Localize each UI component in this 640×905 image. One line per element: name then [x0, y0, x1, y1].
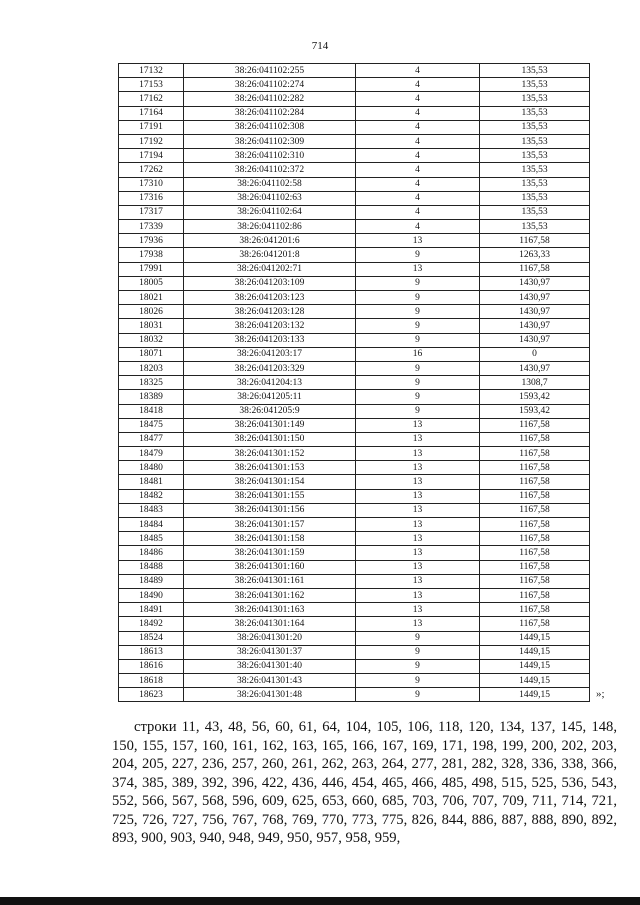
table-row: [119, 262, 590, 276]
cadastral-number-cell: 38:26:041301:164: [184, 617, 356, 631]
row-number-cell: 18618: [119, 674, 184, 688]
value-cell: 1430,97: [480, 305, 590, 319]
row-number-cell: 18203: [119, 361, 184, 375]
value-cell: 135,53: [480, 64, 590, 78]
table-row: [119, 532, 590, 546]
row-number-cell: 18325: [119, 376, 184, 390]
value-cell: 1167,58: [480, 489, 590, 503]
row-number-cell: 17938: [119, 248, 184, 262]
cadastral-number-cell: 38:26:041301:162: [184, 588, 356, 602]
cadastral-number-cell: 38:26:041301:48: [184, 688, 356, 702]
cadastral-number-cell: 38:26:041102:309: [184, 134, 356, 148]
bottom-edge: [0, 897, 640, 905]
cadastral-number-cell: 38:26:041301:40: [184, 659, 356, 673]
table-row: [119, 631, 590, 645]
value-cell: 1593,42: [480, 390, 590, 404]
row-number-cell: 18482: [119, 489, 184, 503]
cadastral-number-cell: 38:26:041301:155: [184, 489, 356, 503]
value-cell: 1167,58: [480, 560, 590, 574]
category-cell: 4: [356, 120, 480, 134]
row-number-cell: 17936: [119, 234, 184, 248]
value-cell: 1449,15: [480, 659, 590, 673]
value-cell: 1167,58: [480, 588, 590, 602]
cadastral-number-cell: 38:26:041203:17: [184, 347, 356, 361]
table-row: [119, 134, 590, 148]
category-cell: 4: [356, 64, 480, 78]
cadastral-number-cell: 38:26:041203:109: [184, 276, 356, 290]
value-cell: 135,53: [480, 78, 590, 92]
category-cell: 4: [356, 134, 480, 148]
row-number-cell: 18489: [119, 574, 184, 588]
category-cell: 9: [356, 631, 480, 645]
row-number-cell: 17191: [119, 120, 184, 134]
cadastral-number-cell: 38:26:041102:58: [184, 177, 356, 191]
category-cell: 4: [356, 177, 480, 191]
cadastral-number-cell: 38:26:041301:153: [184, 461, 356, 475]
cadastral-number-cell: 38:26:041203:133: [184, 333, 356, 347]
table-row: [119, 674, 590, 688]
table-row: [119, 560, 590, 574]
cadastral-number-cell: 38:26:041102:284: [184, 106, 356, 120]
table-row: [119, 489, 590, 503]
table-row: [119, 418, 590, 432]
row-number-cell: 18071: [119, 347, 184, 361]
category-cell: 4: [356, 191, 480, 205]
table-row: [119, 291, 590, 305]
category-cell: 13: [356, 447, 480, 461]
category-cell: 9: [356, 390, 480, 404]
row-number-cell: 17317: [119, 205, 184, 219]
table-row: [119, 177, 590, 191]
category-cell: 9: [356, 688, 480, 702]
table-row: [119, 503, 590, 517]
cadastral-number-cell: 38:26:041203:123: [184, 291, 356, 305]
category-cell: 4: [356, 78, 480, 92]
table-row: [119, 234, 590, 248]
category-cell: 16: [356, 347, 480, 361]
table-row: [119, 645, 590, 659]
table-row: [119, 461, 590, 475]
cadastral-number-cell: 38:26:041201:6: [184, 234, 356, 248]
value-cell: 1167,58: [480, 262, 590, 276]
cadastral-number-cell: 38:26:041301:158: [184, 532, 356, 546]
table-row: [119, 319, 590, 333]
category-cell: 9: [356, 376, 480, 390]
category-cell: 9: [356, 659, 480, 673]
row-number-cell: 18490: [119, 588, 184, 602]
page-number: 714: [311, 40, 329, 52]
value-cell: 1308,7: [480, 376, 590, 390]
table-row: [119, 92, 590, 106]
cadastral-number-cell: 38:26:041301:149: [184, 418, 356, 432]
table-row: [119, 588, 590, 602]
cadastral-number-cell: 38:26:041301:157: [184, 518, 356, 532]
value-cell: 1167,58: [480, 574, 590, 588]
cadastral-number-cell: 38:26:041301:160: [184, 560, 356, 574]
category-cell: 9: [356, 291, 480, 305]
cadastral-number-cell: 38:26:041205:9: [184, 404, 356, 418]
table-row: [119, 475, 590, 489]
row-number-cell: 18524: [119, 631, 184, 645]
row-number-cell: 17132: [119, 64, 184, 78]
value-cell: 135,53: [480, 205, 590, 219]
table-row: [119, 404, 590, 418]
category-cell: 9: [356, 674, 480, 688]
value-cell: 135,53: [480, 106, 590, 120]
cadastral-number-cell: 38:26:041203:128: [184, 305, 356, 319]
value-cell: 1430,97: [480, 319, 590, 333]
table-row: [119, 220, 590, 234]
cadastral-number-cell: 38:26:041102:274: [184, 78, 356, 92]
category-cell: 13: [356, 532, 480, 546]
row-number-cell: 18484: [119, 518, 184, 532]
cadastral-number-cell: 38:26:041102:63: [184, 191, 356, 205]
table-row: [119, 333, 590, 347]
category-cell: 13: [356, 546, 480, 560]
row-number-cell: 17316: [119, 191, 184, 205]
cadastral-number-cell: 38:26:041203:329: [184, 361, 356, 375]
value-cell: 135,53: [480, 120, 590, 134]
value-cell: 135,53: [480, 149, 590, 163]
category-cell: 9: [356, 248, 480, 262]
table-row: [119, 518, 590, 532]
table-row: [119, 390, 590, 404]
row-number-cell: 17162: [119, 92, 184, 106]
value-cell: 1167,58: [480, 503, 590, 517]
table-row: [119, 447, 590, 461]
row-number-cell: 18623: [119, 688, 184, 702]
category-cell: 13: [356, 234, 480, 248]
cadastral-number-cell: 38:26:041205:11: [184, 390, 356, 404]
value-cell: 1430,97: [480, 333, 590, 347]
category-cell: 13: [356, 588, 480, 602]
row-number-cell: 18031: [119, 319, 184, 333]
category-cell: 4: [356, 92, 480, 106]
row-number-cell: 17192: [119, 134, 184, 148]
table-row: [119, 376, 590, 390]
cadastral-number-cell: 38:26:041102:86: [184, 220, 356, 234]
table-row: [119, 603, 590, 617]
cadastral-number-cell: 38:26:041102:255: [184, 64, 356, 78]
table-row: [119, 205, 590, 219]
row-closing-quote: »;: [596, 688, 605, 700]
row-number-cell: 17164: [119, 106, 184, 120]
value-cell: 1263,33: [480, 248, 590, 262]
category-cell: 13: [356, 603, 480, 617]
category-cell: 4: [356, 205, 480, 219]
row-number-cell: 18613: [119, 645, 184, 659]
row-number-cell: 18486: [119, 546, 184, 560]
value-cell: 1167,58: [480, 617, 590, 631]
value-cell: 1167,58: [480, 532, 590, 546]
cadastral-number-cell: 38:26:041301:156: [184, 503, 356, 517]
category-cell: 9: [356, 645, 480, 659]
row-number-cell: 17310: [119, 177, 184, 191]
cadastral-number-cell: 38:26:041301:161: [184, 574, 356, 588]
row-number-cell: 18021: [119, 291, 184, 305]
row-number-cell: 18483: [119, 503, 184, 517]
row-number-cell: 17262: [119, 163, 184, 177]
table-row: [119, 659, 590, 673]
value-cell: 1167,58: [480, 603, 590, 617]
value-cell: 1449,15: [480, 645, 590, 659]
row-number-cell: 18616: [119, 659, 184, 673]
cadastral-number-cell: 38:26:041301:37: [184, 645, 356, 659]
category-cell: 4: [356, 220, 480, 234]
value-cell: 1449,15: [480, 631, 590, 645]
table-row: [119, 574, 590, 588]
table-row: [119, 191, 590, 205]
row-number-cell: 18032: [119, 333, 184, 347]
table-row: [119, 78, 590, 92]
cadastral-number-cell: 38:26:041204:13: [184, 376, 356, 390]
table-row: [119, 688, 590, 702]
table-row: [119, 248, 590, 262]
row-number-cell: 18475: [119, 418, 184, 432]
cadastral-number-cell: 38:26:041301:43: [184, 674, 356, 688]
row-number-cell: 17194: [119, 149, 184, 163]
row-number-cell: 18389: [119, 390, 184, 404]
value-cell: 0: [480, 347, 590, 361]
row-number-cell: 18418: [119, 404, 184, 418]
value-cell: 1167,58: [480, 432, 590, 446]
category-cell: 13: [356, 461, 480, 475]
value-cell: 1167,58: [480, 447, 590, 461]
category-cell: 13: [356, 475, 480, 489]
value-cell: 1430,97: [480, 291, 590, 305]
row-number-cell: 18492: [119, 617, 184, 631]
cadastral-number-cell: 38:26:041301:20: [184, 631, 356, 645]
category-cell: 9: [356, 305, 480, 319]
value-cell: 1167,58: [480, 546, 590, 560]
value-cell: 1167,58: [480, 234, 590, 248]
category-cell: 13: [356, 518, 480, 532]
category-cell: 9: [356, 276, 480, 290]
table-row: [119, 305, 590, 319]
value-cell: 1593,42: [480, 404, 590, 418]
value-cell: 135,53: [480, 191, 590, 205]
value-cell: 135,53: [480, 163, 590, 177]
table-row: [119, 361, 590, 375]
row-number-cell: 18488: [119, 560, 184, 574]
row-number-cell: 18480: [119, 461, 184, 475]
cadastral-number-cell: 38:26:041301:150: [184, 432, 356, 446]
data-table: [118, 63, 590, 702]
cadastral-number-cell: 38:26:041102:372: [184, 163, 356, 177]
category-cell: 13: [356, 503, 480, 517]
value-cell: 135,53: [480, 92, 590, 106]
category-cell: 9: [356, 404, 480, 418]
category-cell: 13: [356, 489, 480, 503]
body-paragraph: строки 11, 43, 48, 56, 60, 61, 64, 104, 105, 106, 118, 120, 134, 137, 145, 148, 150, 155, 157, 160, 161, 162, 163, 165, 166, 167, 169, 171, 198, 199, 200, 202, 203, 204, 205, 227, 236, 257, 260, 261, 262, 263, 264, 277, 281, 282, 328, 336, 338, 366, 374, 385, 389, 392, 396, 422, 436, 446, 454, 465, 466, 485, 498, 515, 525, 536, 543, 552, 566, 567, 568, 596, 609, 625, 653, 660, 685, 703, 706, 707, 709, 711, 714, 721, 725, 726, 727, 756, 767, 768, 769, 770, 773, 775, 826, 844, 886, 887, 888, 890, 892, 893, 900, 903, 940, 948, 949, 950, 957, 958, 959,: [112, 719, 617, 846]
table-row: [119, 276, 590, 290]
cadastral-number-cell: 38:26:041301:159: [184, 546, 356, 560]
row-number-cell: 18026: [119, 305, 184, 319]
table-row: [119, 347, 590, 361]
category-cell: 13: [356, 418, 480, 432]
value-cell: 1449,15: [480, 688, 590, 702]
cadastral-number-cell: 38:26:041301:163: [184, 603, 356, 617]
row-number-cell: 18485: [119, 532, 184, 546]
value-cell: 1430,97: [480, 276, 590, 290]
cadastral-number-cell: 38:26:041203:132: [184, 319, 356, 333]
category-cell: 13: [356, 574, 480, 588]
table-row: [119, 106, 590, 120]
cadastral-number-cell: 38:26:041102:64: [184, 205, 356, 219]
value-cell: 135,53: [480, 177, 590, 191]
table-row: [119, 64, 590, 78]
row-number-cell: 17339: [119, 220, 184, 234]
cadastral-number-cell: 38:26:041102:310: [184, 149, 356, 163]
value-cell: 135,53: [480, 220, 590, 234]
cadastral-number-cell: 38:26:041301:154: [184, 475, 356, 489]
value-cell: 135,53: [480, 134, 590, 148]
value-cell: 1449,15: [480, 674, 590, 688]
table-row: [119, 432, 590, 446]
row-number-cell: 18477: [119, 432, 184, 446]
row-number-cell: 18479: [119, 447, 184, 461]
cadastral-number-cell: 38:26:041301:152: [184, 447, 356, 461]
category-cell: 4: [356, 163, 480, 177]
cadastral-number-cell: 38:26:041202:71: [184, 262, 356, 276]
category-cell: 4: [356, 149, 480, 163]
value-cell: 1167,58: [480, 418, 590, 432]
row-number-cell: 18005: [119, 276, 184, 290]
category-cell: 13: [356, 432, 480, 446]
value-cell: 1430,97: [480, 361, 590, 375]
table-body: [119, 64, 590, 702]
cadastral-number-cell: 38:26:041102:282: [184, 92, 356, 106]
category-cell: 13: [356, 262, 480, 276]
table-row: [119, 546, 590, 560]
table-row: [119, 120, 590, 134]
cadastral-number-cell: 38:26:041102:308: [184, 120, 356, 134]
value-cell: 1167,58: [480, 475, 590, 489]
table-row: [119, 149, 590, 163]
row-number-cell: 18491: [119, 603, 184, 617]
category-cell: 9: [356, 361, 480, 375]
table-row: [119, 617, 590, 631]
row-number-cell: 17153: [119, 78, 184, 92]
category-cell: 9: [356, 319, 480, 333]
cadastral-number-cell: 38:26:041201:8: [184, 248, 356, 262]
category-cell: 13: [356, 617, 480, 631]
row-number-cell: 17991: [119, 262, 184, 276]
value-cell: 1167,58: [480, 461, 590, 475]
value-cell: 1167,58: [480, 518, 590, 532]
category-cell: 9: [356, 333, 480, 347]
category-cell: 4: [356, 106, 480, 120]
row-number-cell: 18481: [119, 475, 184, 489]
table-row: [119, 163, 590, 177]
category-cell: 13: [356, 560, 480, 574]
